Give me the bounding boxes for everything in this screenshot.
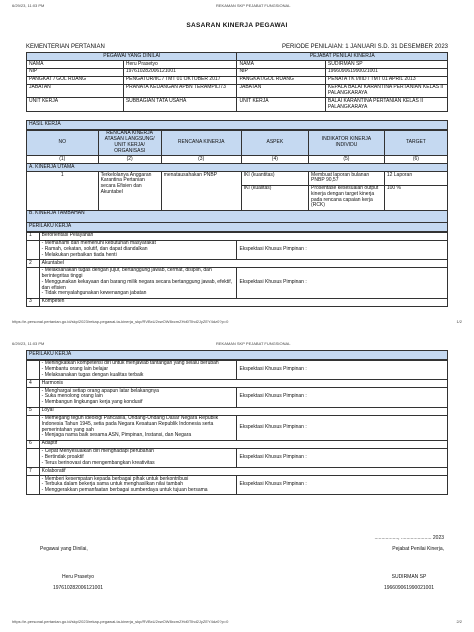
behavior-row: [27, 267, 448, 298]
print-url: https://e-personal.pertanian.go.id/skp/2023/rekap-pegawai-ta-kinerja_skp/RVBxU2xwOW8xcmZHd0Tlhd2JyZEY4dz0?p=0: [12, 319, 229, 324]
assessor-signature: [374, 575, 444, 592]
assessor-nip: 196609061990021001: [383, 584, 435, 591]
col-num: (4): [241, 156, 308, 164]
row-aspek: IKI (kualitas): [241, 185, 308, 210]
print-doc-title: REKAMAN SKP PEJABAT FUNGSIONAL: [215, 341, 291, 346]
col-num: (2): [98, 156, 161, 164]
behavior-point: - Bertindak proaktif: [42, 455, 235, 461]
behavior-point: - Menjaga nama baik sesama ASN, Pimpinan, Instansi, dan Negara: [42, 433, 235, 439]
people-row: [27, 68, 448, 76]
behavior-name: Harmonis: [39, 380, 447, 388]
behavior-no: 1: [27, 232, 40, 240]
behavior-no: 5: [27, 407, 40, 415]
field-label: NIP: [237, 68, 325, 76]
behavior-point: - Membangun lingkungan kerja yang kondusif: [42, 400, 235, 406]
behavior-name: Loyal: [39, 407, 447, 415]
field-value: 196609061990021001: [325, 68, 447, 76]
expectation: Ekspektasi Khusus Pimpinan :: [237, 267, 448, 298]
behavior-point: - Menggunakan kekayaan dan barang milik negara secara bertanggung jawab, efektif, dan efisien: [42, 280, 235, 292]
people-row: [27, 84, 448, 98]
sign-date: ................., ...................... 2023: [374, 535, 444, 541]
behavior-no: 2: [27, 259, 40, 267]
col-atasan: RENCANA KINERJA ATASAN LANGSUNG/ UNIT KERJA/ ORGANISASI: [98, 130, 161, 155]
behavior-point: - Terus berinovasi dan mengembangkan kreativitas: [42, 461, 235, 467]
field-value: KEPALA BALAI KARANTINA PERTANIAN KELAS II PALANGKARAYA: [325, 84, 447, 98]
employee-name: Heru Prasetyo: [62, 574, 94, 580]
people-table: [26, 52, 448, 307]
assessor-name: SUDIRMAN SP: [391, 574, 427, 580]
col-rencana: RENCANA KINERJA: [161, 130, 241, 155]
behavior-points: [42, 361, 235, 378]
people-row: [27, 60, 448, 68]
row-target: 100 %: [384, 185, 447, 210]
hasil-kerja-label: HASIL KERJA: [26, 120, 448, 130]
behavior-points: [42, 449, 235, 466]
people-row: [27, 98, 448, 112]
meta-row: [26, 44, 448, 51]
behavior-no: 4: [27, 380, 40, 388]
behavior-points: [42, 268, 235, 297]
expectation: Ekspektasi Khusus Pimpinan :: [237, 448, 448, 467]
behavior-point: - Melaksanakan tugas dengan jujur, bertanggung jawab, cermat, disiplin, dan berintegritas tinggi: [42, 268, 235, 280]
field-label: NAMA: [27, 60, 124, 68]
behavior-row: [27, 448, 448, 467]
field-label: UNIT KERJA: [237, 98, 325, 112]
row-no: 1: [27, 171, 99, 210]
field-value: SUDIRMAN SP: [325, 60, 447, 68]
browser-footer-2: [12, 620, 462, 625]
print-date: 6/29/23, 11:03 PM: [12, 3, 45, 8]
employee-signature: [48, 575, 108, 592]
col-indikator: INDIKATOR KINERJA INDIVIDU: [309, 130, 385, 155]
behavior-points: [42, 477, 235, 494]
kinerja-row: [27, 171, 448, 185]
row-rencana: menatausahakan PNBP: [161, 171, 241, 210]
field-label: NAMA: [237, 60, 325, 68]
expectation: Ekspektasi Khusus Pimpinan :: [237, 360, 448, 379]
behavior-name: Berorientasi Pelayanan: [39, 232, 447, 240]
row-atasan: Terkelolanya Anggaran Karantina Pertanian secara Efisien dan Akuntabel: [98, 171, 161, 210]
field-value: PRANATA KEUANGAN APBN TERAMPIL/73: [123, 84, 237, 98]
perilaku-label: PERILAKU KERJA: [26, 223, 448, 232]
expectation: Ekspektasi Khusus Pimpinan :: [237, 476, 448, 495]
col-num: (5): [309, 156, 385, 164]
behavior-points: [42, 241, 235, 258]
behavior-row: [27, 476, 448, 495]
assessor-header: PEJABAT PENILAI KINERJA: [237, 53, 448, 61]
perilaku-table-1: [26, 232, 448, 307]
behavior-name: Adaptif: [39, 440, 447, 448]
behavior-points: [42, 416, 235, 439]
people-row: [27, 76, 448, 84]
kinerja-tambahan-label: B. KINERJA TAMBAHAN: [27, 210, 448, 222]
behavior-point: - Membantu orang lain belajar: [42, 367, 235, 373]
field-label: UNIT KERJA: [27, 98, 124, 112]
assessor-role: Pejabat Penilai Kinerja,: [392, 546, 444, 552]
kinerja-utama-label: A. KINERJA UTAMA: [27, 164, 448, 172]
col-num: (3): [161, 156, 241, 164]
expectation: Ekspektasi Khusus Pimpinan :: [237, 240, 448, 259]
col-no: NO: [27, 130, 99, 155]
behavior-point: - Melaksanakan tugas dengan kualitas terbaik: [42, 373, 235, 379]
behavior-point: - Tidak menyalahgunakan kewenangan jabatan: [42, 291, 235, 297]
row-target: 12 Laporan: [384, 171, 447, 185]
col-aspek: ASPEK: [241, 130, 308, 155]
row-aspek: IKI (kuantitas): [241, 171, 308, 185]
behavior-point: - Memahami dan memenuhi kebutuhan masyarakat: [42, 241, 235, 247]
employee-nip: 197610282006121001: [52, 584, 104, 591]
browser-header-1: [12, 4, 462, 9]
print-url: https://e-personal.pertanian.go.id/skp/2023/rekap-pegawai-ta-kinerja_skp/RVBxU2xwOW8xcmZHd0Tlhd2JyZEY4dz0?p=0: [12, 619, 229, 624]
expectation: Ekspektasi Khusus Pimpinan :: [237, 415, 448, 440]
field-value: PENATA TK I/IIID / TMT 01 APRIL 2013: [325, 76, 447, 84]
employee-header: PEGAWAI YANG DINILAI: [27, 53, 237, 61]
behavior-point: - Memegang teguh ideologi Pancasila, Undang-Undang Dasar Negara Republik Indonesia Tahun 1945, setia pada Negara Kesatuan Republik Indonesia serta pemerintahan yang sah: [42, 416, 235, 433]
behavior-point: - Terbuka dalam bekerja sama untuk menghasilkan nilai tambah: [42, 482, 235, 488]
row-indikator: Membuat laporan bulanan PNBP 90,57: [309, 171, 385, 185]
field-value: Heru Prasetyo: [123, 60, 237, 68]
browser-header-2: [12, 342, 462, 347]
field-value: BALAI KARANTINA PERTANIAN KELAS II PALANGKARAYA: [325, 98, 447, 112]
behavior-point: - Meningkatkan kompetensi diri untuk menjawab tantangan yang selalu berubah: [42, 361, 235, 367]
behavior-point: - Ramah, cekatan, solutif, dan dapat diandalkan: [42, 247, 235, 253]
expectation: Ekspektasi Khusus Pimpinan :: [237, 388, 448, 407]
behavior-point: - Menggerakkan pemanfaatan berbagai sumberdaya untuk tujuan bersama: [42, 488, 235, 494]
col-num: (6): [384, 156, 447, 164]
behavior-row: [27, 388, 448, 407]
behavior-name: Kolaboratif: [39, 468, 447, 476]
agency-name: KEMENTERIAN PERTANIAN: [26, 44, 105, 50]
col-target: TARGET: [384, 130, 447, 155]
assessment-period: PERIODE PENILAIAN: 1 JANUARI S.D. 31 DESEMBER 2023: [281, 44, 448, 50]
field-label: NIP: [27, 68, 124, 76]
behavior-point: - Melakukan perbaikan tiada henti: [42, 253, 235, 259]
behavior-no: 3: [27, 298, 40, 306]
behavior-points: [42, 389, 235, 406]
row-indikator: Prosentase kesesuaian output kinerja dengan target kinerja pada rencana capaian kerja (RCK): [309, 185, 385, 210]
behavior-row: [27, 360, 448, 379]
page-title: SASARAN KINERJA PEGAWAI: [186, 22, 288, 29]
page-number: 1/2: [456, 319, 462, 324]
page-number: 2/2: [456, 619, 462, 624]
field-value: PENGATUR/IIC / TMT 01 OKTOBER 2017: [123, 76, 237, 84]
behavior-point: - Menghargai setiap orang apapun latar belakangnya: [42, 389, 235, 395]
behavior-name: Kompeten: [39, 298, 447, 306]
hasil-kerja-table: [26, 130, 448, 223]
col-num: (1): [27, 156, 99, 164]
behavior-point: - Cepat Menyesuaikan diri menghadapi perubahan: [42, 449, 235, 455]
behavior-name: Akuntabel: [39, 259, 447, 267]
field-value: 197610282006121001: [123, 68, 237, 76]
behavior-no: 7: [27, 468, 40, 476]
perilaku-table-2: [26, 350, 448, 495]
print-date: 6/29/23, 11:03 PM: [12, 341, 45, 346]
browser-footer-1: [12, 320, 462, 325]
field-label: JABATAN: [237, 84, 325, 98]
behavior-no: 6: [27, 440, 40, 448]
behavior-row: [27, 415, 448, 440]
employee-role: Pegawai yang Dinilai,: [40, 546, 88, 552]
behavior-point: - Memberi kesempatan kepada berbagai pihak untuk berkontribusi: [42, 477, 235, 483]
field-label: JABATAN: [27, 84, 124, 98]
field-value: SUBBAGIAN TATA USAHA: [123, 98, 237, 112]
field-label: PANGKAT/GOL RUANG: [237, 76, 325, 84]
print-doc-title: REKAMAN SKP PEJABAT FUNGSIONAL: [215, 3, 291, 8]
field-label: PANGKAT / GOL RUANG: [27, 76, 124, 84]
behavior-point: - Suka menolong orang lain: [42, 394, 235, 400]
perilaku-label: PERILAKU KERJA: [26, 350, 448, 360]
behavior-row: [27, 240, 448, 259]
